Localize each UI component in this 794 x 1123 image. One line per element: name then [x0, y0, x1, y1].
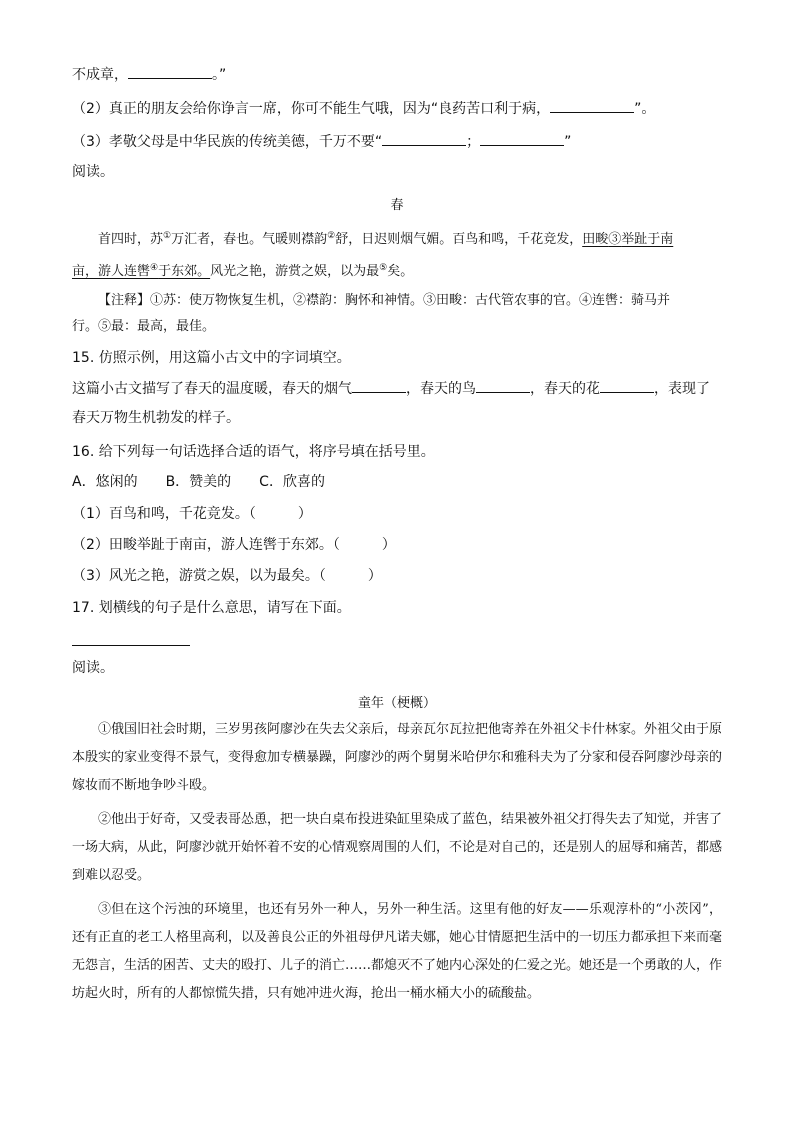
- passage-title: 春: [390, 198, 404, 213]
- fill-item-3: （3）孝敬父母是中华民族的传统美德，千万不要“ ； ”: [72, 131, 571, 152]
- passage-paragraph: ③但在这个污浊的环境里，也还有另外一种人，另外一种生活。这里有他的好友——乐观淳朴的“小茨冈”，还有正直的老工人格里高利，以及善良公正的外祖母伊凡诺夫娜，她心甘情愿把生活中的一切压力都承担下来而毫无怨言，生活的困苦、丈夫的殴打、儿子的消亡……都熄灭不了她内心深处的仁爱之光。她还是一个勇敢的人，作坊起火时，所有的人都惊慌失措，只有她冲进火海，抢出一桶水桶大小的硫酸盐。: [72, 902, 723, 1001]
- passage-body: [72, 716, 722, 1008]
- passage-title: 童年（梗概）: [357, 696, 436, 711]
- question-17-title: 17. 划横线的句子是什么意思，请写在下面。: [72, 600, 351, 616]
- underlined-sentence: 亩，游人连辔④于东郊。: [72, 263, 211, 279]
- answer-blank[interactable]: [382, 131, 466, 146]
- answer-blank[interactable]: [476, 378, 530, 393]
- answer-blank[interactable]: [600, 378, 654, 393]
- question-16-title: 16. 给下列每一句话选择合适的语气，将序号填在括号里。: [72, 444, 435, 460]
- passage-paragraph: ①俄国旧社会时期，三岁男孩阿廖沙在失去父亲后，母亲瓦尔瓦拉把他寄养在外祖父卡什林家。外祖父由于原本殷实的家业变得不景气，变得愈加专横暴躁，阿廖沙的两个舅舅米哈伊尔和雅科夫为了分家和侵吞阿廖沙母亲的嫁妆而不断地争吵斗殴。: [72, 722, 723, 793]
- reading-label: 阅读。: [72, 164, 114, 180]
- question-16-options: A．悠闲的 B．赞美的 C．欣喜的: [72, 474, 325, 490]
- fill-item-2: （2）真正的朋友会给你诤言一席，你可不能生气哦，因为“良药苦口利于病， ”。: [72, 98, 655, 119]
- question-15-title: 15. 仿照示例，用这篇小古文中的字词填空。: [72, 350, 351, 366]
- answer-blank[interactable]: [352, 378, 406, 393]
- quote-line-tail: 不成章， 。”: [72, 64, 226, 85]
- answer-line[interactable]: [72, 644, 190, 646]
- question-15-line-1: 这篇小古文描写了春天的温度暖，春天的烟气 ，春天的鸟 ，春天的花 ，表现了: [72, 378, 710, 399]
- question-16-item[interactable]: （3）风光之艳，游赏之娱，以为最矣。（ ）: [72, 568, 382, 584]
- passage-paragraph: ②他出于好奇，又受表哥怂恿，把一块白桌布投进染缸里染成了蓝色，结果被外祖父打得失去了知觉，并害了一场大病，从此，阿廖沙就开始怀着不安的心情观察周围的人们，不论是对自己的，还是别人的屈辱和痛苦，都感到难以忍受。: [72, 812, 723, 883]
- question-15-line-2: 春天万物生机勃发的样子。: [72, 410, 240, 426]
- annotation-notes: 【注释】①苏：使万物恢复生机，②襟韵：胸怀和神情。③田畯：古代管农事的官。④连辔：骑马并 行。⑤最：最高，最佳。: [72, 293, 671, 334]
- question-16-item[interactable]: （1）百鸟和鸣，千花竞发。（ ）: [72, 506, 312, 522]
- underlined-sentence: 田畯③举趾于南: [582, 232, 674, 247]
- answer-blank[interactable]: [128, 64, 212, 79]
- answer-blank[interactable]: [550, 98, 634, 113]
- question-16-item[interactable]: （2）田畯举趾于南亩，游人连辔于东郊。（ ）: [72, 537, 396, 553]
- answer-blank[interactable]: [480, 131, 564, 146]
- reading-label: 阅读。: [72, 660, 114, 676]
- passage-text: 首四时，苏①万汇者，春也。气暖则襟韵②舒，日迟则烟气媚。百鸟和鸣，千花竞发，田畯③举趾于南 亩，游人连辔④于东郊。风光之艳，游赏之娱，以为最⑤矣。: [72, 231, 674, 279]
